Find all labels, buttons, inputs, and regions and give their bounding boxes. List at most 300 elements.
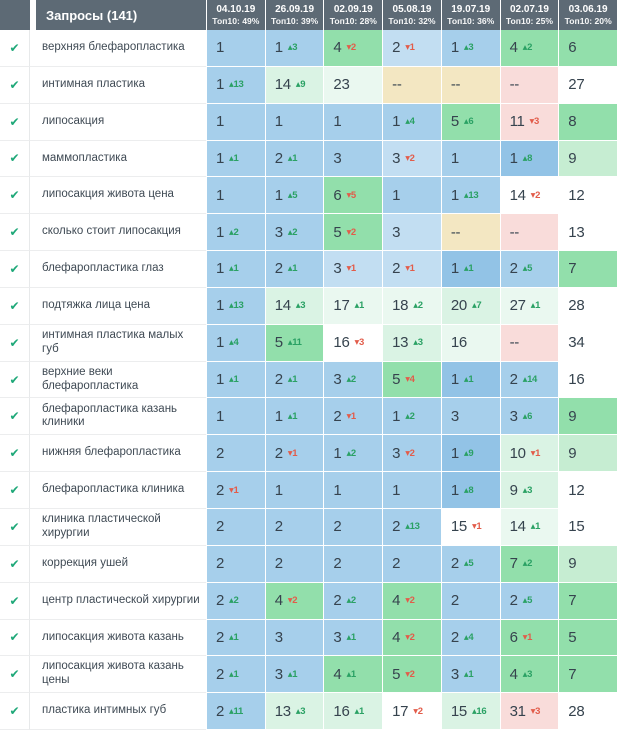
position-value: 9 (568, 555, 577, 573)
position-value: 15 (450, 702, 467, 720)
position-value: 1 (216, 334, 225, 352)
delta-up-indicator: ▴3 (295, 300, 306, 312)
delta-up-indicator: ▴3 (522, 484, 533, 496)
position-cell (441, 398, 500, 435)
check-icon: ✔ (9, 77, 20, 92)
delta-down-indicator: ▾2 (346, 226, 356, 238)
position-value: 3 (333, 260, 342, 278)
position-value: 4 (274, 592, 283, 610)
position-cell (323, 398, 382, 435)
position-cell (206, 325, 265, 362)
table-row (0, 546, 617, 583)
position-cell (265, 546, 324, 583)
delta-up-indicator: ▴16 (471, 705, 487, 717)
check-icon: ✔ (9, 372, 20, 387)
position-cell (500, 251, 559, 288)
position-value: 2 (274, 444, 283, 462)
date-label: 02.09.19 (333, 3, 373, 15)
position-value: 1 (450, 186, 459, 204)
position-cell (500, 30, 559, 67)
position-value: 6 (568, 39, 577, 57)
row-checkmark-cell[interactable] (0, 620, 30, 657)
delta-up-indicator: ▴13 (463, 189, 479, 201)
query-label[interactable]: блефаропластика клиника (30, 472, 206, 509)
row-checkmark-cell[interactable] (0, 362, 30, 399)
position-cell (500, 104, 559, 141)
position-value: 2 (392, 39, 401, 57)
position-cell (500, 656, 559, 693)
table-row (0, 214, 617, 251)
delta-up-indicator: ▴1 (354, 300, 364, 312)
position-cell (558, 214, 617, 251)
table-row (0, 398, 617, 435)
position-cell (265, 693, 324, 730)
table-row (0, 693, 617, 730)
delta-up-indicator: ▴2 (346, 447, 356, 459)
delta-up-indicator: ▴6 (522, 410, 533, 422)
delta-up-indicator: ▴3 (413, 337, 423, 349)
row-checkmark-cell[interactable] (0, 583, 30, 620)
row-checkmark-cell[interactable] (0, 141, 30, 178)
queries-header-label: Запросы (141) (46, 7, 138, 23)
delta-down-indicator: ▾2 (413, 705, 423, 717)
position-cell (265, 583, 324, 620)
position-value: 3 (333, 149, 342, 167)
position-value: 5 (450, 113, 459, 131)
position-cell (558, 362, 617, 399)
position-cell (441, 509, 500, 546)
check-icon: ✔ (9, 188, 20, 203)
delta-up-indicator: ▴1 (229, 263, 239, 275)
position-value: 1 (333, 113, 342, 131)
position-cell (441, 620, 500, 657)
position-value: 14 (509, 186, 526, 204)
position-value: 27 (509, 297, 526, 315)
position-value: 6 (333, 186, 342, 204)
position-value: 1 (274, 407, 283, 425)
check-icon: ✔ (9, 114, 20, 129)
table-row (0, 325, 617, 362)
position-cell (323, 620, 382, 657)
delta-up-indicator: ▴2 (346, 595, 356, 607)
delta-up-indicator: ▴13 (229, 79, 244, 91)
position-cell (382, 472, 441, 509)
date-label: 05.08.19 (392, 3, 432, 15)
row-checkmark-cell[interactable] (0, 656, 30, 693)
position-cell (323, 177, 382, 214)
position-value: 2 (509, 592, 518, 610)
position-value: 1 (216, 186, 225, 204)
position-cell (382, 177, 441, 214)
delta-down-indicator: ▾1 (346, 410, 356, 422)
position-cell (500, 362, 559, 399)
position-cell (382, 656, 441, 693)
delta-up-indicator: ▴1 (463, 374, 474, 386)
position-value: 18 (392, 297, 409, 315)
position-value: -- (450, 223, 461, 241)
position-value: 1 (216, 371, 225, 389)
delta-up-indicator: ▴4 (463, 631, 474, 643)
position-value: 2 (274, 518, 283, 536)
delta-up-indicator: ▴7 (471, 300, 482, 312)
query-label[interactable]: сколько стоит липосакция (30, 214, 206, 251)
position-cell (382, 30, 441, 67)
position-cell (500, 620, 559, 657)
position-value: 3 (392, 223, 401, 241)
position-cell (323, 288, 382, 325)
position-cell (558, 693, 617, 730)
position-value: 1 (216, 407, 225, 425)
position-cell (323, 693, 382, 730)
position-value: 11 (509, 113, 525, 131)
row-checkmark-cell[interactable] (0, 472, 30, 509)
check-icon: ✔ (9, 446, 20, 461)
table-row (0, 177, 617, 214)
position-value: 3 (333, 371, 342, 389)
check-icon: ✔ (9, 298, 20, 313)
position-value: 1 (450, 149, 459, 167)
delta-up-indicator: ▴8 (463, 484, 474, 496)
delta-up-indicator: ▴11 (229, 705, 243, 717)
position-cell (382, 67, 441, 104)
position-cell (558, 472, 617, 509)
position-cell (500, 583, 559, 620)
row-checkmark-cell[interactable] (0, 177, 30, 214)
position-value: 9 (509, 481, 518, 499)
date-label: 02.07.19 (509, 3, 549, 15)
query-label[interactable]: верхняя блефаропластика (30, 30, 206, 67)
position-cell (441, 251, 500, 288)
delta-up-indicator: ▴5 (522, 263, 533, 275)
position-value: 14 (274, 297, 291, 315)
delta-up-indicator: ▴3 (463, 42, 474, 54)
check-icon: ✔ (9, 483, 20, 498)
delta-up-indicator: ▴1 (287, 152, 298, 164)
position-cell (206, 620, 265, 657)
position-cell (323, 435, 382, 472)
position-cell (382, 214, 441, 251)
delta-down-indicator: ▾3 (530, 705, 541, 717)
date-column-header[interactable] (558, 0, 617, 30)
query-label[interactable]: липосакция живота цена (30, 177, 206, 214)
position-cell (382, 620, 441, 657)
queries-column-header[interactable] (30, 0, 206, 30)
row-checkmark-cell[interactable] (0, 435, 30, 472)
table-row (0, 251, 617, 288)
position-cell (558, 141, 617, 178)
position-value: 1 (333, 481, 342, 499)
position-cell (558, 435, 617, 472)
position-cell (500, 141, 559, 178)
position-value: -- (509, 76, 519, 94)
position-cell (382, 546, 441, 583)
row-checkmark-cell[interactable] (0, 398, 30, 435)
query-label[interactable]: подтяжка лица цена (30, 288, 206, 325)
position-value: 6 (509, 628, 518, 646)
position-cell (558, 620, 617, 657)
position-cell (441, 656, 500, 693)
delta-up-indicator: ▴5 (463, 558, 474, 570)
position-cell (441, 214, 500, 251)
delta-down-indicator: ▾4 (405, 374, 415, 386)
position-value: 5 (274, 334, 283, 352)
position-cell (206, 104, 265, 141)
position-cell (441, 177, 500, 214)
position-value: -- (392, 76, 402, 94)
delta-up-indicator: ▴4 (229, 337, 239, 349)
query-label[interactable]: интимная пластика малых губ (30, 325, 206, 362)
delta-up-indicator: ▴3 (287, 42, 298, 54)
position-cell (382, 288, 441, 325)
position-cell (206, 472, 265, 509)
query-label[interactable]: липосакция живота казань цены (30, 656, 206, 693)
query-label[interactable]: блефаропластика казань клиники (30, 398, 206, 435)
position-cell (500, 288, 559, 325)
query-label[interactable]: интимная пластика (30, 67, 206, 104)
position-cell (441, 546, 500, 583)
delta-up-indicator: ▴1 (287, 410, 298, 422)
delta-down-indicator: ▾2 (405, 447, 415, 459)
row-checkmark-cell[interactable] (0, 509, 30, 546)
position-cell (441, 67, 500, 104)
position-cell (500, 472, 559, 509)
position-cell (441, 104, 500, 141)
position-value: 1 (333, 444, 342, 462)
date-column-header[interactable] (441, 0, 500, 30)
delta-down-indicator: ▾2 (530, 189, 541, 201)
delta-up-indicator: ▴1 (530, 300, 541, 312)
position-cell (206, 288, 265, 325)
position-cell (500, 435, 559, 472)
top10-percent-label: Топ10: 32% (388, 15, 436, 26)
position-value: 4 (509, 665, 518, 683)
row-checkmark-cell[interactable] (0, 30, 30, 67)
position-cell (265, 251, 324, 288)
position-value: 16 (333, 702, 350, 720)
position-value: 9 (568, 149, 577, 167)
delta-up-indicator: ▴9 (295, 79, 306, 91)
position-cell (323, 141, 382, 178)
position-value: 4 (333, 665, 342, 683)
delta-up-indicator: ▴2 (287, 226, 298, 238)
position-value: 1 (274, 113, 283, 131)
position-value: 23 (333, 76, 350, 94)
position-value: 5 (568, 628, 577, 646)
delta-up-indicator: ▴9 (463, 447, 474, 459)
position-cell (441, 472, 500, 509)
position-cell (265, 435, 324, 472)
position-value: 2 (216, 555, 225, 573)
position-value: 2 (392, 260, 401, 278)
position-value: 7 (568, 260, 577, 278)
position-cell (265, 325, 324, 362)
table-row (0, 583, 617, 620)
position-cell (382, 141, 441, 178)
delta-down-indicator: ▾2 (405, 152, 415, 164)
position-value: 2 (274, 555, 283, 573)
date-label: 19.07.19 (451, 3, 491, 15)
position-value: 2 (333, 518, 342, 536)
delta-up-indicator: ▴2 (405, 410, 415, 422)
position-value: 3 (392, 149, 401, 167)
row-checkmark-cell[interactable] (0, 288, 30, 325)
query-label[interactable]: блефаропластика глаз (30, 251, 206, 288)
table-row (0, 472, 617, 509)
position-value: 16 (333, 334, 350, 352)
delta-up-indicator: ▴3 (522, 668, 533, 680)
position-value: 2 (392, 555, 401, 573)
position-value: 28 (568, 702, 585, 720)
position-value: 10 (509, 444, 526, 462)
delta-down-indicator: ▾1 (530, 447, 541, 459)
position-value: 3 (333, 628, 342, 646)
position-cell (382, 251, 441, 288)
check-icon: ✔ (9, 40, 20, 55)
position-cell (206, 435, 265, 472)
position-value: 1 (216, 260, 225, 278)
position-value: 1 (392, 481, 401, 499)
position-cell (441, 30, 500, 67)
position-cell (382, 435, 441, 472)
position-cell (558, 288, 617, 325)
position-cell (265, 472, 324, 509)
top10-percent-label: Топ10: 25% (505, 15, 553, 26)
position-cell (558, 251, 617, 288)
position-cell (558, 177, 617, 214)
position-cell (265, 362, 324, 399)
position-cell (500, 398, 559, 435)
delta-up-indicator: ▴13 (405, 521, 420, 533)
position-value: 1 (392, 407, 401, 425)
date-column-header[interactable] (500, 0, 559, 30)
position-value: 2 (216, 518, 225, 536)
check-icon: ✔ (9, 261, 20, 276)
position-value: 31 (509, 702, 526, 720)
date-column-header[interactable] (382, 0, 441, 30)
position-cell (265, 30, 324, 67)
position-value: 14 (274, 76, 291, 94)
position-cell (558, 104, 617, 141)
row-checkmark-cell[interactable] (0, 214, 30, 251)
position-cell (265, 288, 324, 325)
position-value: 2 (216, 592, 225, 610)
position-value: 16 (568, 371, 585, 389)
position-cell (206, 693, 265, 730)
date-column-header[interactable] (265, 0, 324, 30)
position-value: 12 (568, 481, 585, 499)
delta-up-indicator: ▴1 (287, 668, 298, 680)
position-cell (323, 656, 382, 693)
position-cell (500, 177, 559, 214)
query-label[interactable]: маммопластика (30, 141, 206, 178)
position-value: 1 (450, 444, 459, 462)
delta-up-indicator: ▴1 (463, 263, 474, 275)
query-label[interactable]: нижняя блефаропластика (30, 435, 206, 472)
date-column-header[interactable] (323, 0, 382, 30)
delta-up-indicator: ▴3 (295, 705, 306, 717)
delta-up-indicator: ▴1 (229, 631, 239, 643)
row-checkmark-cell[interactable] (0, 104, 30, 141)
position-cell (206, 656, 265, 693)
delta-down-indicator: ▾5 (346, 189, 356, 201)
position-value: 16 (450, 334, 467, 352)
position-cell (206, 546, 265, 583)
position-cell (265, 214, 324, 251)
position-cell (500, 509, 559, 546)
check-icon: ✔ (9, 519, 20, 534)
row-checkmark-cell[interactable] (0, 693, 30, 730)
date-column-header[interactable] (206, 0, 265, 30)
position-value: 2 (274, 371, 283, 389)
check-icon: ✔ (9, 667, 20, 682)
check-icon: ✔ (9, 630, 20, 645)
delta-up-indicator: ▴2 (522, 558, 533, 570)
position-value: 2 (509, 260, 518, 278)
delta-down-indicator: ▾1 (471, 521, 482, 533)
check-icon: ✔ (9, 409, 20, 424)
table-row (0, 30, 617, 67)
position-cell (500, 546, 559, 583)
delta-up-indicator: ▴1 (229, 668, 239, 680)
position-value: 28 (568, 297, 585, 315)
position-value: 2 (450, 555, 459, 573)
table-row (0, 620, 617, 657)
position-value: 2 (216, 444, 225, 462)
position-value: 1 (216, 297, 225, 315)
row-checkmark-cell[interactable] (0, 251, 30, 288)
delta-down-indicator: ▾1 (229, 484, 239, 496)
query-label[interactable]: липосакция живота казань (30, 620, 206, 657)
check-icon: ✔ (9, 556, 20, 571)
position-value: 3 (274, 665, 283, 683)
row-checkmark-cell[interactable] (0, 325, 30, 362)
delta-up-indicator: ▴4 (405, 116, 415, 128)
query-label[interactable]: коррекция ушей (30, 546, 206, 583)
query-label[interactable]: клиника пластической хирургии (30, 509, 206, 546)
position-cell (206, 30, 265, 67)
query-label[interactable]: центр пластической хирургии (30, 583, 206, 620)
top10-percent-label: Топ10: 39% (270, 15, 319, 26)
row-checkmark-cell[interactable] (0, 67, 30, 104)
position-value: 17 (392, 702, 409, 720)
position-value: 2 (450, 628, 459, 646)
position-value: -- (509, 223, 519, 241)
table-body (0, 30, 617, 730)
position-value: 1 (274, 186, 283, 204)
table-row (0, 656, 617, 693)
query-label[interactable]: липосакция (30, 104, 206, 141)
query-label[interactable]: пластика интимных губ (30, 693, 206, 730)
row-checkmark-cell[interactable] (0, 546, 30, 583)
position-value: 3 (450, 407, 459, 425)
position-value: 1 (450, 371, 459, 389)
position-value: 4 (392, 592, 401, 610)
query-label[interactable]: верхние веки блефаропластика (30, 362, 206, 399)
position-value: 3 (450, 665, 459, 683)
delta-down-indicator: ▾2 (405, 595, 415, 607)
position-value: 4 (392, 628, 401, 646)
position-cell (441, 435, 500, 472)
position-value: 15 (568, 518, 585, 536)
position-value: 3 (509, 407, 518, 425)
position-cell (323, 30, 382, 67)
position-cell (500, 325, 559, 362)
position-value: 8 (568, 113, 577, 131)
select-all-header[interactable] (0, 0, 30, 30)
table-header (0, 0, 617, 30)
position-value: 2 (216, 665, 225, 683)
date-label: 04.10.19 (216, 3, 256, 15)
